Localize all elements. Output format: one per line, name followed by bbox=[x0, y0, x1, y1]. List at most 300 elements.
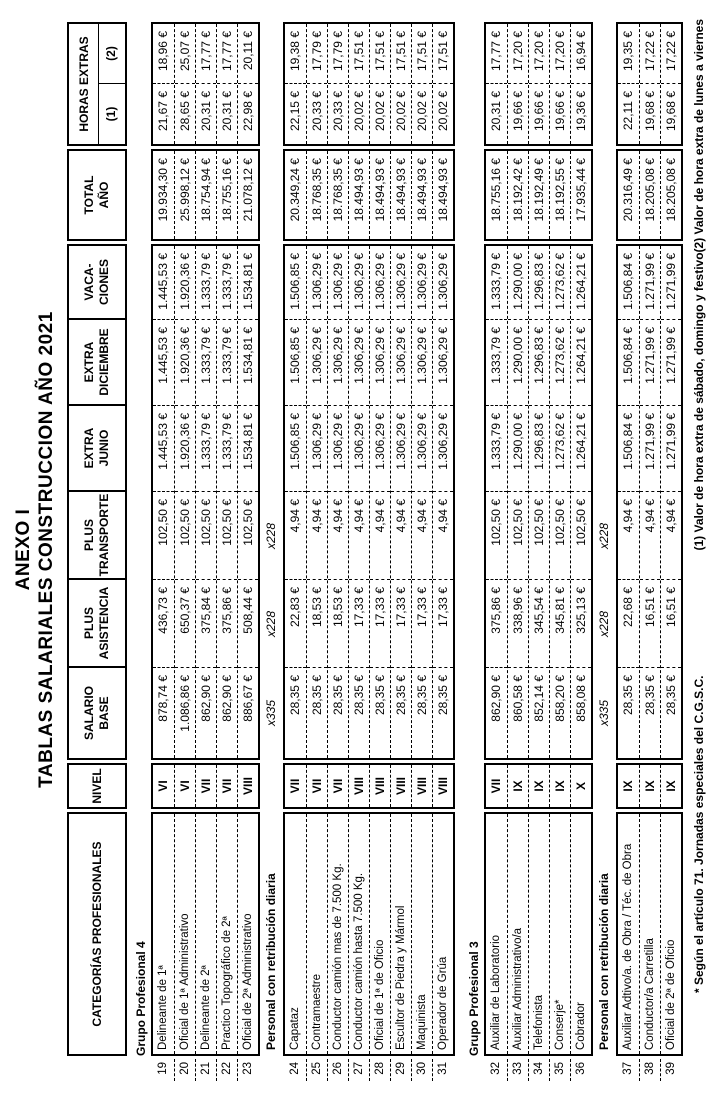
horas-2-value: 17,79 € bbox=[328, 24, 348, 84]
plus-asistencia-value: 22,68 € bbox=[618, 580, 639, 668]
nivel-value: IX bbox=[621, 780, 635, 792]
vacaciones-value: 1.306,29 € bbox=[433, 246, 453, 320]
horas-1-value: 20,02 € bbox=[436, 91, 450, 132]
pay-row bbox=[237, 246, 258, 758]
daily-pay-separator bbox=[593, 19, 616, 1081]
plus-asistencia-value: 16,51 € bbox=[661, 580, 681, 668]
horas-1-value: 19,66 € bbox=[553, 91, 567, 132]
horas-extras-column bbox=[151, 22, 260, 146]
extra-diciembre-value: 1.306,29 € bbox=[307, 320, 327, 406]
pay-row bbox=[285, 246, 306, 758]
multiplier-transporte: x228 bbox=[597, 522, 611, 550]
horas-2-value: 17,22 € bbox=[661, 24, 681, 84]
separator-multipliers bbox=[260, 244, 283, 760]
total-ano-value: 18.192,55 € bbox=[549, 151, 570, 239]
horas-row bbox=[195, 24, 216, 144]
row-number: 37 bbox=[622, 1062, 634, 1075]
footnote-asterisk: * Según el artículo 71. Jornadas especiales del C.G.S.C. bbox=[692, 675, 706, 993]
category-name: Auxiliar de Laboratorio bbox=[490, 934, 502, 1050]
horas-2-value: 17,20 € bbox=[529, 24, 549, 84]
horas-row bbox=[369, 24, 390, 144]
pay-row bbox=[486, 246, 507, 758]
extra-junio-value: 1.333,79 € bbox=[486, 406, 507, 492]
salario-base-value: 862,90 € bbox=[199, 675, 213, 722]
horas-1-value: 19,66 € bbox=[532, 91, 546, 132]
horas-1-value: 20,02 € bbox=[373, 91, 387, 132]
horas-row bbox=[411, 24, 432, 144]
row-number: 27 bbox=[348, 1059, 369, 1081]
row-number: 38 bbox=[639, 1059, 660, 1081]
pay-row bbox=[528, 246, 549, 758]
horas-2-value: 18,96 € bbox=[153, 24, 174, 84]
horas-1-value: 22,11 € bbox=[621, 91, 635, 131]
extra-diciembre-value: 1.273,62 € bbox=[550, 320, 570, 406]
horas-row bbox=[570, 24, 591, 144]
nivel-value: VIII bbox=[411, 765, 432, 807]
extra-junio-value: 1.306,29 € bbox=[412, 406, 432, 492]
plus-asistencia-value: 17,33 € bbox=[433, 580, 453, 668]
plus-transporte-value: 102,50 € bbox=[550, 492, 570, 580]
header-nivel bbox=[67, 763, 127, 809]
horas-row bbox=[216, 24, 237, 144]
vacaciones-value: 1.333,79 € bbox=[486, 246, 507, 320]
horas-2-value: 16,94 € bbox=[571, 24, 591, 84]
plus-transporte-value: 102,50 € bbox=[238, 492, 258, 580]
salario-base-value: 28,35 € bbox=[394, 675, 408, 716]
vacaciones-value: 1.920,36 € bbox=[175, 246, 195, 320]
extra-junio-value: 1.271,99 € bbox=[661, 406, 681, 492]
horas-2-value: 17,20 € bbox=[508, 24, 528, 84]
page-subtitle: TABLAS SALARIALES CONSTRUCCION AÑO 2021 bbox=[36, 311, 57, 788]
total-ano-value: 20.316,49 € bbox=[621, 158, 635, 222]
plus-transporte-value: 4,94 € bbox=[349, 492, 369, 580]
nivel-value: VII bbox=[327, 765, 348, 807]
total-ano-value: 18.754,94 € bbox=[195, 151, 216, 239]
total-column bbox=[151, 149, 260, 241]
horas-2-value: 19,38 € bbox=[285, 24, 306, 84]
nivel-value: IX bbox=[549, 765, 570, 807]
category-name: Auxiliar Adtivo/a. de Obra / Téc. de Obra bbox=[622, 843, 634, 1050]
pay-row bbox=[549, 246, 570, 758]
extra-junio-value: 1.333,79 € bbox=[217, 406, 237, 492]
row-number: 39 bbox=[660, 1059, 681, 1081]
horas-2-value: 17,77 € bbox=[196, 24, 216, 84]
horas-row bbox=[549, 24, 570, 144]
horas-row bbox=[237, 24, 258, 144]
extra-junio-value: 1.445,53 € bbox=[153, 406, 174, 492]
nivel-value: VIII bbox=[390, 765, 411, 807]
horas-2-value: 17,77 € bbox=[217, 24, 237, 84]
category-name: Telefonista bbox=[528, 814, 549, 1054]
extra-diciembre-value: 1.306,29 € bbox=[328, 320, 348, 406]
horas-row bbox=[639, 24, 660, 144]
total-column bbox=[283, 149, 455, 241]
row-number: 20 bbox=[174, 1059, 195, 1081]
pay-row bbox=[432, 246, 453, 758]
plus-asistencia-value: 17,33 € bbox=[370, 580, 390, 668]
extra-junio-value: 1.506,84 € bbox=[618, 406, 639, 492]
plus-transporte-value: 4,94 € bbox=[391, 492, 411, 580]
horas-row bbox=[660, 24, 681, 144]
vacaciones-value: 1.273,62 € bbox=[550, 246, 570, 320]
nivel-value: VIII bbox=[369, 765, 390, 807]
total-ano-value: 18.768,35 € bbox=[306, 151, 327, 239]
category-name: Maquinista bbox=[411, 814, 432, 1054]
extra-diciembre-value: 1.306,29 € bbox=[349, 320, 369, 406]
header-categorias-label: CATEGORÍAS PROFESIONALES bbox=[89, 841, 104, 1027]
nivel-value: VIII bbox=[237, 765, 258, 807]
nivel-column bbox=[484, 763, 593, 809]
horas-row bbox=[285, 24, 306, 144]
horas-1-value: 22,98 € bbox=[241, 91, 255, 132]
separator-nivel-spacer bbox=[593, 763, 616, 809]
plus-transporte-value: 4,94 € bbox=[412, 492, 432, 580]
pay-row bbox=[570, 246, 591, 758]
header-horas-subcolumns bbox=[98, 24, 125, 144]
nivel-value: VIII bbox=[348, 765, 369, 807]
plus-asistencia-value: 650,37 € bbox=[175, 580, 195, 668]
extra-junio-value: 1.306,29 € bbox=[433, 406, 453, 492]
multiplier-base: x335 bbox=[597, 699, 611, 727]
vacaciones-value: 1.306,29 € bbox=[391, 246, 411, 320]
header-rownum-spacer bbox=[67, 1059, 127, 1081]
row-number: 33 bbox=[507, 1059, 528, 1081]
extra-junio-value: 1.534,81 € bbox=[238, 406, 258, 492]
total-ano-value: 25.998,12 € bbox=[174, 151, 195, 239]
separator-rownum-spacer bbox=[593, 1059, 616, 1081]
horas-2-value: 19,35 € bbox=[618, 24, 639, 84]
horas-row bbox=[390, 24, 411, 144]
nivel-value: VII bbox=[288, 778, 302, 794]
horas-1-value: 28,65 € bbox=[178, 91, 192, 132]
vacaciones-value: 1.306,29 € bbox=[412, 246, 432, 320]
vacaciones-value: 1.290,00 € bbox=[508, 246, 528, 320]
plus-asistencia-value: 375,86 € bbox=[217, 580, 237, 668]
total-ano-value: 19.934,30 € bbox=[156, 158, 170, 222]
horas-2-value: 25,07 € bbox=[175, 24, 195, 84]
row-number: 29 bbox=[390, 1059, 411, 1081]
document-titles bbox=[0, 0, 58, 1099]
row-number: 24 bbox=[289, 1062, 301, 1075]
extra-diciembre-value: 1.271,99 € bbox=[661, 320, 681, 406]
extra-junio-value: 1.506,85 € bbox=[285, 406, 306, 492]
salario-base-value: 858,20 € bbox=[553, 675, 567, 722]
row-number: 36 bbox=[570, 1059, 591, 1081]
plus-asistencia-value: 345,81 € bbox=[550, 580, 570, 668]
total-ano-value: 18.768,35 € bbox=[327, 151, 348, 239]
total-column bbox=[616, 149, 683, 241]
pay-row bbox=[369, 246, 390, 758]
plus-transporte-value: 102,50 € bbox=[217, 492, 237, 580]
plus-asistencia-value: 338,96 € bbox=[508, 580, 528, 668]
header-nivel-label: NIVEL bbox=[89, 768, 104, 804]
extra-diciembre-value: 1.445,53 € bbox=[153, 320, 174, 406]
pay-row bbox=[411, 246, 432, 758]
pay-row bbox=[195, 246, 216, 758]
horas-2-value: 17,22 € bbox=[640, 24, 660, 84]
row-number: 35 bbox=[549, 1059, 570, 1081]
pay-row bbox=[327, 246, 348, 758]
category-name: Conserje* bbox=[549, 814, 570, 1054]
category-name: Auxiliar Administrativo/a bbox=[507, 814, 528, 1054]
nivel-value: VII bbox=[306, 765, 327, 807]
pay-row bbox=[639, 246, 660, 758]
horas-row bbox=[486, 24, 507, 144]
plus-asistencia-value: 508,44 € bbox=[238, 580, 258, 668]
pay-columns bbox=[616, 244, 683, 760]
category-name: Operador de Grúa bbox=[432, 814, 453, 1054]
extra-diciembre-value: 1.333,79 € bbox=[217, 320, 237, 406]
vacaciones-value: 1.333,79 € bbox=[217, 246, 237, 320]
total-ano-value: 18.494,93 € bbox=[411, 151, 432, 239]
category-name: Conductor camión mas de 7.500 Kg. bbox=[327, 814, 348, 1054]
extra-diciembre-value: 1.506,84 € bbox=[618, 320, 639, 406]
plus-asistencia-value: 375,86 € bbox=[486, 580, 507, 668]
plus-asistencia-value: 16,51 € bbox=[640, 580, 660, 668]
categories-column bbox=[283, 812, 455, 1056]
horas-2-value: 17,51 € bbox=[370, 24, 390, 84]
total-ano-value: 17.935,44 € bbox=[570, 151, 591, 239]
total-ano-value: 18.755,16 € bbox=[489, 158, 503, 222]
header-extra-junio: EXTRA JUNIO bbox=[69, 406, 125, 492]
plus-transporte-value: 102,50 € bbox=[153, 492, 174, 580]
horas-extras-column bbox=[616, 22, 683, 146]
extra-junio-value: 1.271,99 € bbox=[640, 406, 660, 492]
nivel-value: IX bbox=[660, 765, 681, 807]
extra-junio-value: 1.296,83 € bbox=[529, 406, 549, 492]
horas-1-value: 19,36 € bbox=[574, 91, 588, 132]
nivel-value: IX bbox=[639, 765, 660, 807]
nivel-value: VII bbox=[195, 765, 216, 807]
plus-asistencia-value: 436,73 € bbox=[153, 580, 174, 668]
salary-block bbox=[283, 19, 455, 1081]
plus-asistencia-value: 345,54 € bbox=[529, 580, 549, 668]
plus-transporte-value: 4,94 € bbox=[661, 492, 681, 580]
horas-2-value: 17,79 € bbox=[307, 24, 327, 84]
horas-2-value: 17,77 € bbox=[486, 24, 507, 84]
horas-extras-column bbox=[283, 22, 455, 146]
horas-1-value: 20,02 € bbox=[394, 91, 408, 132]
row-number: 32 bbox=[490, 1062, 502, 1075]
horas-row bbox=[618, 24, 639, 144]
vacaciones-value: 1.534,81 € bbox=[238, 246, 258, 320]
row-number: 31 bbox=[432, 1059, 453, 1081]
total-ano-value: 18.192,42 € bbox=[507, 151, 528, 239]
horas-1-value: 19,68 € bbox=[664, 91, 678, 132]
separator-cell bbox=[260, 246, 283, 320]
horas-row bbox=[507, 24, 528, 144]
salario-base-value: 860,58 € bbox=[511, 675, 525, 722]
extra-diciembre-value: 1.306,29 € bbox=[433, 320, 453, 406]
extra-junio-value: 1.333,79 € bbox=[196, 406, 216, 492]
separator-rownum-spacer bbox=[260, 1059, 283, 1081]
horas-1-value: 21,67 € bbox=[156, 91, 170, 132]
horas-2-value: 20,11 € bbox=[238, 24, 258, 84]
group-label: Grupo Profesional 3 bbox=[467, 941, 481, 1056]
plus-transporte-value: 4,94 € bbox=[433, 492, 453, 580]
table-body bbox=[131, 19, 683, 1081]
total-ano-value: 20.349,24 € bbox=[288, 158, 302, 222]
extra-diciembre-value: 1.290,00 € bbox=[508, 320, 528, 406]
footnote-1: (1) Valor de hora extra de sábado, domingo y festivo bbox=[692, 252, 706, 551]
horas-2-value: 17,20 € bbox=[550, 24, 570, 84]
separator-multipliers bbox=[593, 244, 616, 760]
plus-asistencia-value: 325,13 € bbox=[571, 580, 591, 668]
pay-row bbox=[507, 246, 528, 758]
extra-diciembre-value: 1.271,99 € bbox=[640, 320, 660, 406]
pay-columns bbox=[151, 244, 260, 760]
separator-cell bbox=[593, 246, 616, 320]
header-pay-group bbox=[67, 244, 127, 760]
vacaciones-value: 1.306,29 € bbox=[349, 246, 369, 320]
horas-row bbox=[348, 24, 369, 144]
category-name: Oficial de 2ª de Oficio bbox=[660, 814, 681, 1054]
horas-2-value: 17,51 € bbox=[391, 24, 411, 84]
header-salario-base: SALARIO BASE bbox=[82, 686, 111, 740]
plus-transporte-value: 102,50 € bbox=[196, 492, 216, 580]
header-horas-extras bbox=[67, 22, 127, 146]
category-name: Cobrador bbox=[570, 814, 591, 1054]
row-number-column bbox=[616, 1059, 683, 1081]
plus-transporte-value: 102,50 € bbox=[486, 492, 507, 580]
horas-extras-column bbox=[484, 22, 593, 146]
horas-1-value: 19,68 € bbox=[643, 91, 657, 132]
extra-diciembre-value: 1.306,29 € bbox=[412, 320, 432, 406]
horas-2-value: 17,51 € bbox=[433, 24, 453, 84]
category-name: Delineante de 2ª bbox=[195, 814, 216, 1054]
plus-transporte-value: 102,50 € bbox=[571, 492, 591, 580]
category-name: Conductor camión hasta 7.500 Kg. bbox=[348, 814, 369, 1054]
header-vacaciones: VACA- CIONES bbox=[69, 246, 125, 320]
extra-diciembre-value: 1.534,81 € bbox=[238, 320, 258, 406]
salario-base-value: 28,35 € bbox=[288, 675, 302, 716]
extra-diciembre-value: 1.296,83 € bbox=[529, 320, 549, 406]
plus-asistencia-value: 17,33 € bbox=[349, 580, 369, 668]
pay-row bbox=[660, 246, 681, 758]
header-extra-diciembre: EXTRA DICIEMBRE bbox=[69, 320, 125, 406]
horas-row bbox=[174, 24, 195, 144]
nivel-column bbox=[616, 763, 683, 809]
category-name: Capataz bbox=[289, 1007, 301, 1050]
footnote-2: (2) Valor de hora extra de lunes a viernes bbox=[692, 19, 706, 253]
vacaciones-value: 1.271,99 € bbox=[661, 246, 681, 320]
plus-asistencia-value: 17,33 € bbox=[412, 580, 432, 668]
separator-label: Personal con retribución diaria bbox=[264, 873, 278, 1050]
salario-base-value: 862,90 € bbox=[220, 675, 234, 722]
salario-base-value: 28,35 € bbox=[373, 675, 387, 716]
category-name: Oficial de 1ª de Oficio bbox=[369, 814, 390, 1054]
separator-horas-spacer bbox=[260, 22, 283, 146]
total-ano-value: 18.494,93 € bbox=[390, 151, 411, 239]
salary-table bbox=[67, 19, 707, 1081]
multiplier-transporte: x228 bbox=[264, 522, 278, 550]
salario-base-value: 1.086,86 € bbox=[178, 675, 192, 732]
nivel-value: X bbox=[570, 765, 591, 807]
row-number: 22 bbox=[216, 1059, 237, 1081]
category-name: Oficial de 1ª Administrativo bbox=[174, 814, 195, 1054]
separator-total-spacer bbox=[260, 149, 283, 241]
total-column bbox=[484, 149, 593, 241]
salario-base-value: 852,14 € bbox=[532, 675, 546, 722]
row-number: 23 bbox=[237, 1059, 258, 1081]
vacaciones-value: 1.306,29 € bbox=[370, 246, 390, 320]
extra-junio-value: 1.264,21 € bbox=[571, 406, 591, 492]
salario-base-value: 878,74 € bbox=[156, 675, 170, 722]
plus-asistencia-value: 18,53 € bbox=[328, 580, 348, 668]
row-number: 21 bbox=[195, 1059, 216, 1081]
pay-row bbox=[390, 246, 411, 758]
total-ano-value: 18.494,93 € bbox=[432, 151, 453, 239]
horas-2-value: 17,51 € bbox=[412, 24, 432, 84]
category-name: Delineante de 1ª bbox=[157, 965, 169, 1050]
extra-junio-value: 1.273,62 € bbox=[550, 406, 570, 492]
header-horas-1: (1) bbox=[104, 106, 118, 122]
salario-base-value: 28,35 € bbox=[643, 675, 657, 716]
separator-total-spacer bbox=[593, 149, 616, 241]
nivel-value: VI bbox=[156, 780, 170, 792]
group-label: Grupo Profesional 4 bbox=[134, 941, 148, 1056]
categories-column bbox=[616, 812, 683, 1056]
extra-diciembre-value: 1.333,79 € bbox=[486, 320, 507, 406]
pay-row bbox=[174, 246, 195, 758]
total-ano-value: 18.205,08 € bbox=[660, 151, 681, 239]
horas-1-value: 20,02 € bbox=[352, 91, 366, 132]
header-plus-asistencia: PLUS ASISTENCIA bbox=[69, 580, 125, 668]
salary-block bbox=[151, 19, 260, 1081]
row-number: 25 bbox=[306, 1059, 327, 1081]
total-ano-value: 18.205,08 € bbox=[639, 151, 660, 239]
vacaciones-value: 1.333,79 € bbox=[196, 246, 216, 320]
row-number-column bbox=[484, 1059, 593, 1081]
nivel-column bbox=[151, 763, 260, 809]
extra-junio-value: 1.290,00 € bbox=[508, 406, 528, 492]
extra-junio-value: 1.306,29 € bbox=[328, 406, 348, 492]
section-gap bbox=[455, 19, 464, 1081]
nivel-value: IX bbox=[528, 765, 549, 807]
plus-transporte-value: 4,94 € bbox=[328, 492, 348, 580]
horas-1-value: 20,02 € bbox=[415, 91, 429, 132]
horas-1-value: 20,33 € bbox=[310, 91, 324, 132]
daily-pay-separator bbox=[260, 19, 283, 1081]
extra-junio-value: 1.306,29 € bbox=[307, 406, 327, 492]
header-horas-extras-label: HORAS EXTRAS bbox=[76, 36, 91, 132]
category-name: Oficial de 2ª Administrativo bbox=[237, 814, 258, 1054]
plus-transporte-value: 4,94 € bbox=[618, 492, 639, 580]
separator-label: Personal con retribución diaria bbox=[597, 873, 611, 1050]
extra-junio-value: 1.306,29 € bbox=[349, 406, 369, 492]
separator-cell bbox=[593, 406, 616, 492]
total-ano-value: 18.755,16 € bbox=[216, 151, 237, 239]
plus-asistencia-value: 17,33 € bbox=[391, 580, 411, 668]
plus-transporte-value: 102,50 € bbox=[508, 492, 528, 580]
salario-base-value: 858,08 € bbox=[574, 675, 588, 722]
salario-base-value: 28,35 € bbox=[310, 675, 324, 716]
horas-row bbox=[306, 24, 327, 144]
vacaciones-value: 1.306,29 € bbox=[307, 246, 327, 320]
row-number: 26 bbox=[327, 1059, 348, 1081]
table-header bbox=[67, 19, 127, 1081]
header-total-ano: TOTAL AÑO bbox=[67, 149, 127, 241]
nivel-value: IX bbox=[507, 765, 528, 807]
separator-cell bbox=[260, 406, 283, 492]
pay-row bbox=[348, 246, 369, 758]
row-number-column bbox=[283, 1059, 455, 1081]
header-categorias bbox=[67, 812, 127, 1056]
separator-cell bbox=[593, 320, 616, 406]
horas-1-value: 20,33 € bbox=[331, 91, 345, 132]
vacaciones-value: 1.506,84 € bbox=[618, 246, 639, 320]
extra-junio-value: 1.920,36 € bbox=[175, 406, 195, 492]
